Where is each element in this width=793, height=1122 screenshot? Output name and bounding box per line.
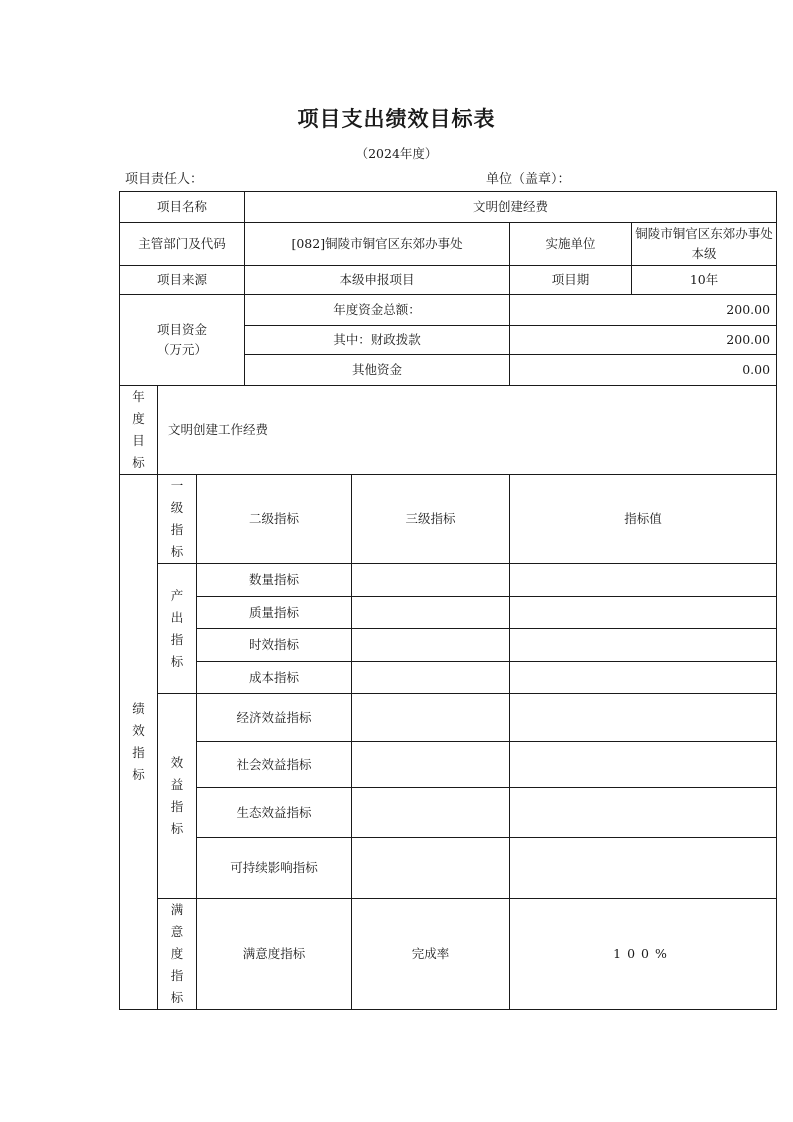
performance-indicator-label	[120, 475, 158, 1010]
dept-value: [082]铜陵市铜官区东郊办事处	[245, 223, 510, 266]
annual-goal-char: 年	[132, 389, 145, 404]
other-funds-label: 其他资金	[245, 355, 510, 386]
benefit-char: 益	[170, 777, 184, 792]
project-period-label: 项目期	[510, 266, 632, 295]
performance-char: 绩	[132, 701, 145, 716]
indicator-value-cell	[510, 662, 777, 694]
output-indicator-group	[158, 564, 197, 694]
level2-indicator-header: 二级指标	[197, 475, 352, 564]
indicator-value-cell	[510, 694, 777, 742]
total-funds-value: 200.00	[510, 295, 777, 326]
performance-char: 指	[132, 745, 145, 760]
indicator-value-header: 指标值	[510, 475, 777, 564]
output-char: 出	[170, 609, 184, 625]
level3-indicator-header: 三级指标	[352, 475, 510, 564]
level3-cell	[352, 788, 510, 838]
document-title: 项目支出绩效目标表	[297, 106, 496, 131]
satisfaction-char: 意	[170, 924, 184, 939]
project-source-value: 本级申报项目	[245, 266, 510, 295]
benefit-indicator-group	[158, 694, 197, 899]
annual-goal-label	[120, 386, 158, 475]
level3-cell	[352, 662, 510, 694]
annual-goal-char: 标	[132, 455, 145, 470]
annual-goal-value: 文明创建工作经费	[158, 386, 777, 475]
sustainability-indicator: 可持续影响指标	[197, 838, 352, 899]
completion-rate-label: 完成率	[352, 899, 510, 1010]
indicator-value-cell	[510, 838, 777, 899]
impl-unit-value: 铜陵市铜官区东郊办事处本级	[632, 223, 777, 266]
total-funds-label: 年度资金总额：	[245, 295, 510, 326]
level3-cell	[352, 597, 510, 629]
quantity-indicator: 数量指标	[197, 564, 352, 597]
benefit-char: 效	[170, 755, 184, 770]
output-char: 标	[170, 653, 184, 669]
performance-char: 效	[132, 723, 145, 738]
project-funds-label	[120, 295, 245, 386]
economic-benefit-indicator: 经济效益指标	[197, 694, 352, 742]
level1-char: 标	[170, 544, 184, 559]
level1-char: 一	[170, 478, 184, 493]
completion-rate-value: 100%	[510, 899, 777, 1010]
fiscal-funds-label: 其中：财政拨款	[245, 326, 510, 355]
satisfaction-indicator-group	[158, 899, 197, 1010]
dept-label: 主管部门及代码	[120, 223, 245, 266]
level1-indicator-header	[158, 475, 197, 564]
level3-cell	[352, 742, 510, 788]
quality-indicator: 质量指标	[197, 597, 352, 629]
indicator-value-cell	[510, 742, 777, 788]
annual-goal-char: 度	[132, 411, 145, 426]
performance-target-table	[119, 191, 777, 1010]
project-funds-title: 项目资金	[157, 322, 208, 337]
social-benefit-indicator: 社会效益指标	[197, 742, 352, 788]
project-funds-unit: （万元）	[157, 342, 208, 357]
fiscal-funds-value: 200.00	[510, 326, 777, 355]
performance-char: 标	[132, 767, 145, 782]
indicator-value-cell	[510, 597, 777, 629]
project-period-value: 10年	[632, 266, 777, 295]
output-char: 指	[170, 631, 184, 647]
indicator-value-cell	[510, 629, 777, 662]
level3-cell	[352, 629, 510, 662]
annual-goal-char: 目	[132, 433, 145, 448]
other-funds-value: 0.00	[510, 355, 777, 386]
satisfaction-char: 度	[170, 946, 184, 961]
unit-seal-label: 单位（盖章）：	[486, 172, 571, 187]
level3-cell	[352, 564, 510, 597]
project-name-value: 文明创建经费	[245, 192, 777, 223]
fiscal-year: （2024年度）	[355, 146, 438, 161]
level1-char: 指	[170, 522, 184, 537]
satisfaction-char: 指	[170, 968, 184, 983]
satisfaction-char: 标	[170, 990, 184, 1005]
level3-cell	[352, 838, 510, 899]
benefit-char: 指	[170, 799, 184, 814]
project-source-label: 项目来源	[120, 266, 245, 295]
level1-char: 级	[170, 500, 184, 515]
indicator-value-cell	[510, 564, 777, 597]
satisfaction-indicator: 满意度指标	[197, 899, 352, 1010]
cost-indicator: 成本指标	[197, 662, 352, 694]
project-responsible-label: 项目责任人：	[125, 172, 204, 187]
ecological-benefit-indicator: 生态效益指标	[197, 788, 352, 838]
indicator-value-cell	[510, 788, 777, 838]
output-char: 产	[170, 587, 184, 603]
project-name-label: 项目名称	[120, 192, 245, 223]
satisfaction-char: 满	[170, 902, 184, 917]
timeliness-indicator: 时效指标	[197, 629, 352, 662]
benefit-char: 标	[170, 821, 184, 836]
level3-cell	[352, 694, 510, 742]
impl-unit-label: 实施单位	[510, 223, 632, 266]
